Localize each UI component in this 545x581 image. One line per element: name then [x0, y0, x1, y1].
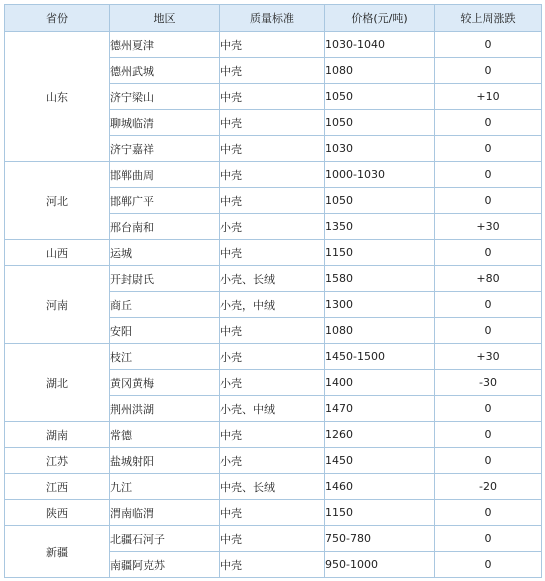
- table-row: [5, 500, 542, 526]
- cell-region: 德州武城: [110, 58, 220, 84]
- header-change: 较上周涨跌: [435, 5, 542, 32]
- table-row: [5, 240, 542, 266]
- cell-quality: 中壳: [220, 188, 325, 214]
- cell-province: 湖南: [5, 422, 110, 448]
- cell-change: 0: [435, 422, 542, 448]
- cell-change: +80: [435, 266, 542, 292]
- table-row: [5, 474, 542, 500]
- cell-change: 0: [435, 448, 542, 474]
- price-table: [4, 4, 542, 578]
- cell-price: 1350: [325, 214, 435, 240]
- table-body: [5, 32, 542, 578]
- cell-quality: 中壳: [220, 136, 325, 162]
- cell-change: 0: [435, 552, 542, 578]
- cell-change: +30: [435, 214, 542, 240]
- cell-region: 商丘: [110, 292, 220, 318]
- cell-region: 常德: [110, 422, 220, 448]
- cell-change: -30: [435, 370, 542, 396]
- cell-region: 盐城射阳: [110, 448, 220, 474]
- cell-quality: 中壳: [220, 422, 325, 448]
- cell-change: 0: [435, 110, 542, 136]
- cell-region: 南疆阿克苏: [110, 552, 220, 578]
- cell-price: 1030: [325, 136, 435, 162]
- cell-province: 江苏: [5, 448, 110, 474]
- table-header: [5, 5, 542, 32]
- cell-change: +30: [435, 344, 542, 370]
- cell-quality: 小壳、长绒: [220, 266, 325, 292]
- cell-province: 江西: [5, 474, 110, 500]
- cell-price: 1580: [325, 266, 435, 292]
- cell-region: 渭南临渭: [110, 500, 220, 526]
- cell-region: 北疆石河子: [110, 526, 220, 552]
- cell-quality: 中壳: [220, 162, 325, 188]
- cell-price: 1150: [325, 240, 435, 266]
- cell-region: 运城: [110, 240, 220, 266]
- cell-province: 河南: [5, 266, 110, 344]
- header-price: 价格(元/吨): [325, 5, 435, 32]
- cell-price: 1050: [325, 110, 435, 136]
- cell-change: +10: [435, 84, 542, 110]
- cell-price: 1000-1030: [325, 162, 435, 188]
- cell-quality: 中壳: [220, 32, 325, 58]
- cell-quality: 小壳: [220, 344, 325, 370]
- table-row: [5, 422, 542, 448]
- cell-quality: 小壳，中绒: [220, 292, 325, 318]
- cell-region: 邯郸广平: [110, 188, 220, 214]
- cell-province: 湖北: [5, 344, 110, 422]
- cell-quality: 中壳: [220, 84, 325, 110]
- cell-change: 0: [435, 136, 542, 162]
- cell-quality: 中壳: [220, 318, 325, 344]
- cell-region: 荆州洪湖: [110, 396, 220, 422]
- cell-price: 1050: [325, 84, 435, 110]
- cell-quality: 中壳: [220, 552, 325, 578]
- cell-price: 1260: [325, 422, 435, 448]
- cell-region: 开封尉氏: [110, 266, 220, 292]
- cell-quality: 中壳: [220, 58, 325, 84]
- cell-province: 河北: [5, 162, 110, 240]
- cell-quality: 小壳、中绒: [220, 396, 325, 422]
- cell-price: 1050: [325, 188, 435, 214]
- cell-region: 邢台南和: [110, 214, 220, 240]
- cell-price: 1030-1040: [325, 32, 435, 58]
- cell-province: 陕西: [5, 500, 110, 526]
- cell-price: 1400: [325, 370, 435, 396]
- cell-price: 950-1000: [325, 552, 435, 578]
- cell-change: 0: [435, 32, 542, 58]
- cell-province: 山西: [5, 240, 110, 266]
- cell-quality: 中壳、长绒: [220, 474, 325, 500]
- cell-change: -20: [435, 474, 542, 500]
- cell-change: 0: [435, 318, 542, 344]
- cell-region: 济宁梁山: [110, 84, 220, 110]
- cell-quality: 小壳: [220, 448, 325, 474]
- cell-region: 安阳: [110, 318, 220, 344]
- header-province: 省份: [5, 5, 110, 32]
- cell-quality: 中壳: [220, 526, 325, 552]
- cell-price: 1450-1500: [325, 344, 435, 370]
- cell-price: 1150: [325, 500, 435, 526]
- price-table-container: [4, 4, 542, 578]
- cell-region: 九江: [110, 474, 220, 500]
- cell-quality: 小壳: [220, 214, 325, 240]
- cell-change: 0: [435, 58, 542, 84]
- cell-price: 1470: [325, 396, 435, 422]
- cell-region: 德州夏津: [110, 32, 220, 58]
- header-region: 地区: [110, 5, 220, 32]
- cell-price: 1080: [325, 318, 435, 344]
- cell-region: 黄冈黄梅: [110, 370, 220, 396]
- cell-region: 邯郸曲周: [110, 162, 220, 188]
- cell-change: 0: [435, 162, 542, 188]
- cell-change: 0: [435, 396, 542, 422]
- cell-quality: 中壳: [220, 240, 325, 266]
- cell-price: 1450: [325, 448, 435, 474]
- cell-change: 0: [435, 292, 542, 318]
- cell-price: 750-780: [325, 526, 435, 552]
- table-row: [5, 266, 542, 292]
- cell-price: 1460: [325, 474, 435, 500]
- cell-quality: 小壳: [220, 370, 325, 396]
- cell-quality: 中壳: [220, 110, 325, 136]
- cell-price: 1300: [325, 292, 435, 318]
- cell-region: 聊城临清: [110, 110, 220, 136]
- cell-province: 山东: [5, 32, 110, 162]
- table-row: [5, 162, 542, 188]
- header-row: [5, 5, 542, 32]
- cell-change: 0: [435, 240, 542, 266]
- table-row: [5, 448, 542, 474]
- table-row: [5, 344, 542, 370]
- table-row: [5, 526, 542, 552]
- cell-province: 新疆: [5, 526, 110, 578]
- cell-quality: 中壳: [220, 500, 325, 526]
- cell-change: 0: [435, 500, 542, 526]
- cell-region: 枝江: [110, 344, 220, 370]
- table-row: [5, 32, 542, 58]
- cell-price: 1080: [325, 58, 435, 84]
- cell-change: 0: [435, 526, 542, 552]
- header-quality: 质量标准: [220, 5, 325, 32]
- cell-change: 0: [435, 188, 542, 214]
- cell-region: 济宁嘉祥: [110, 136, 220, 162]
